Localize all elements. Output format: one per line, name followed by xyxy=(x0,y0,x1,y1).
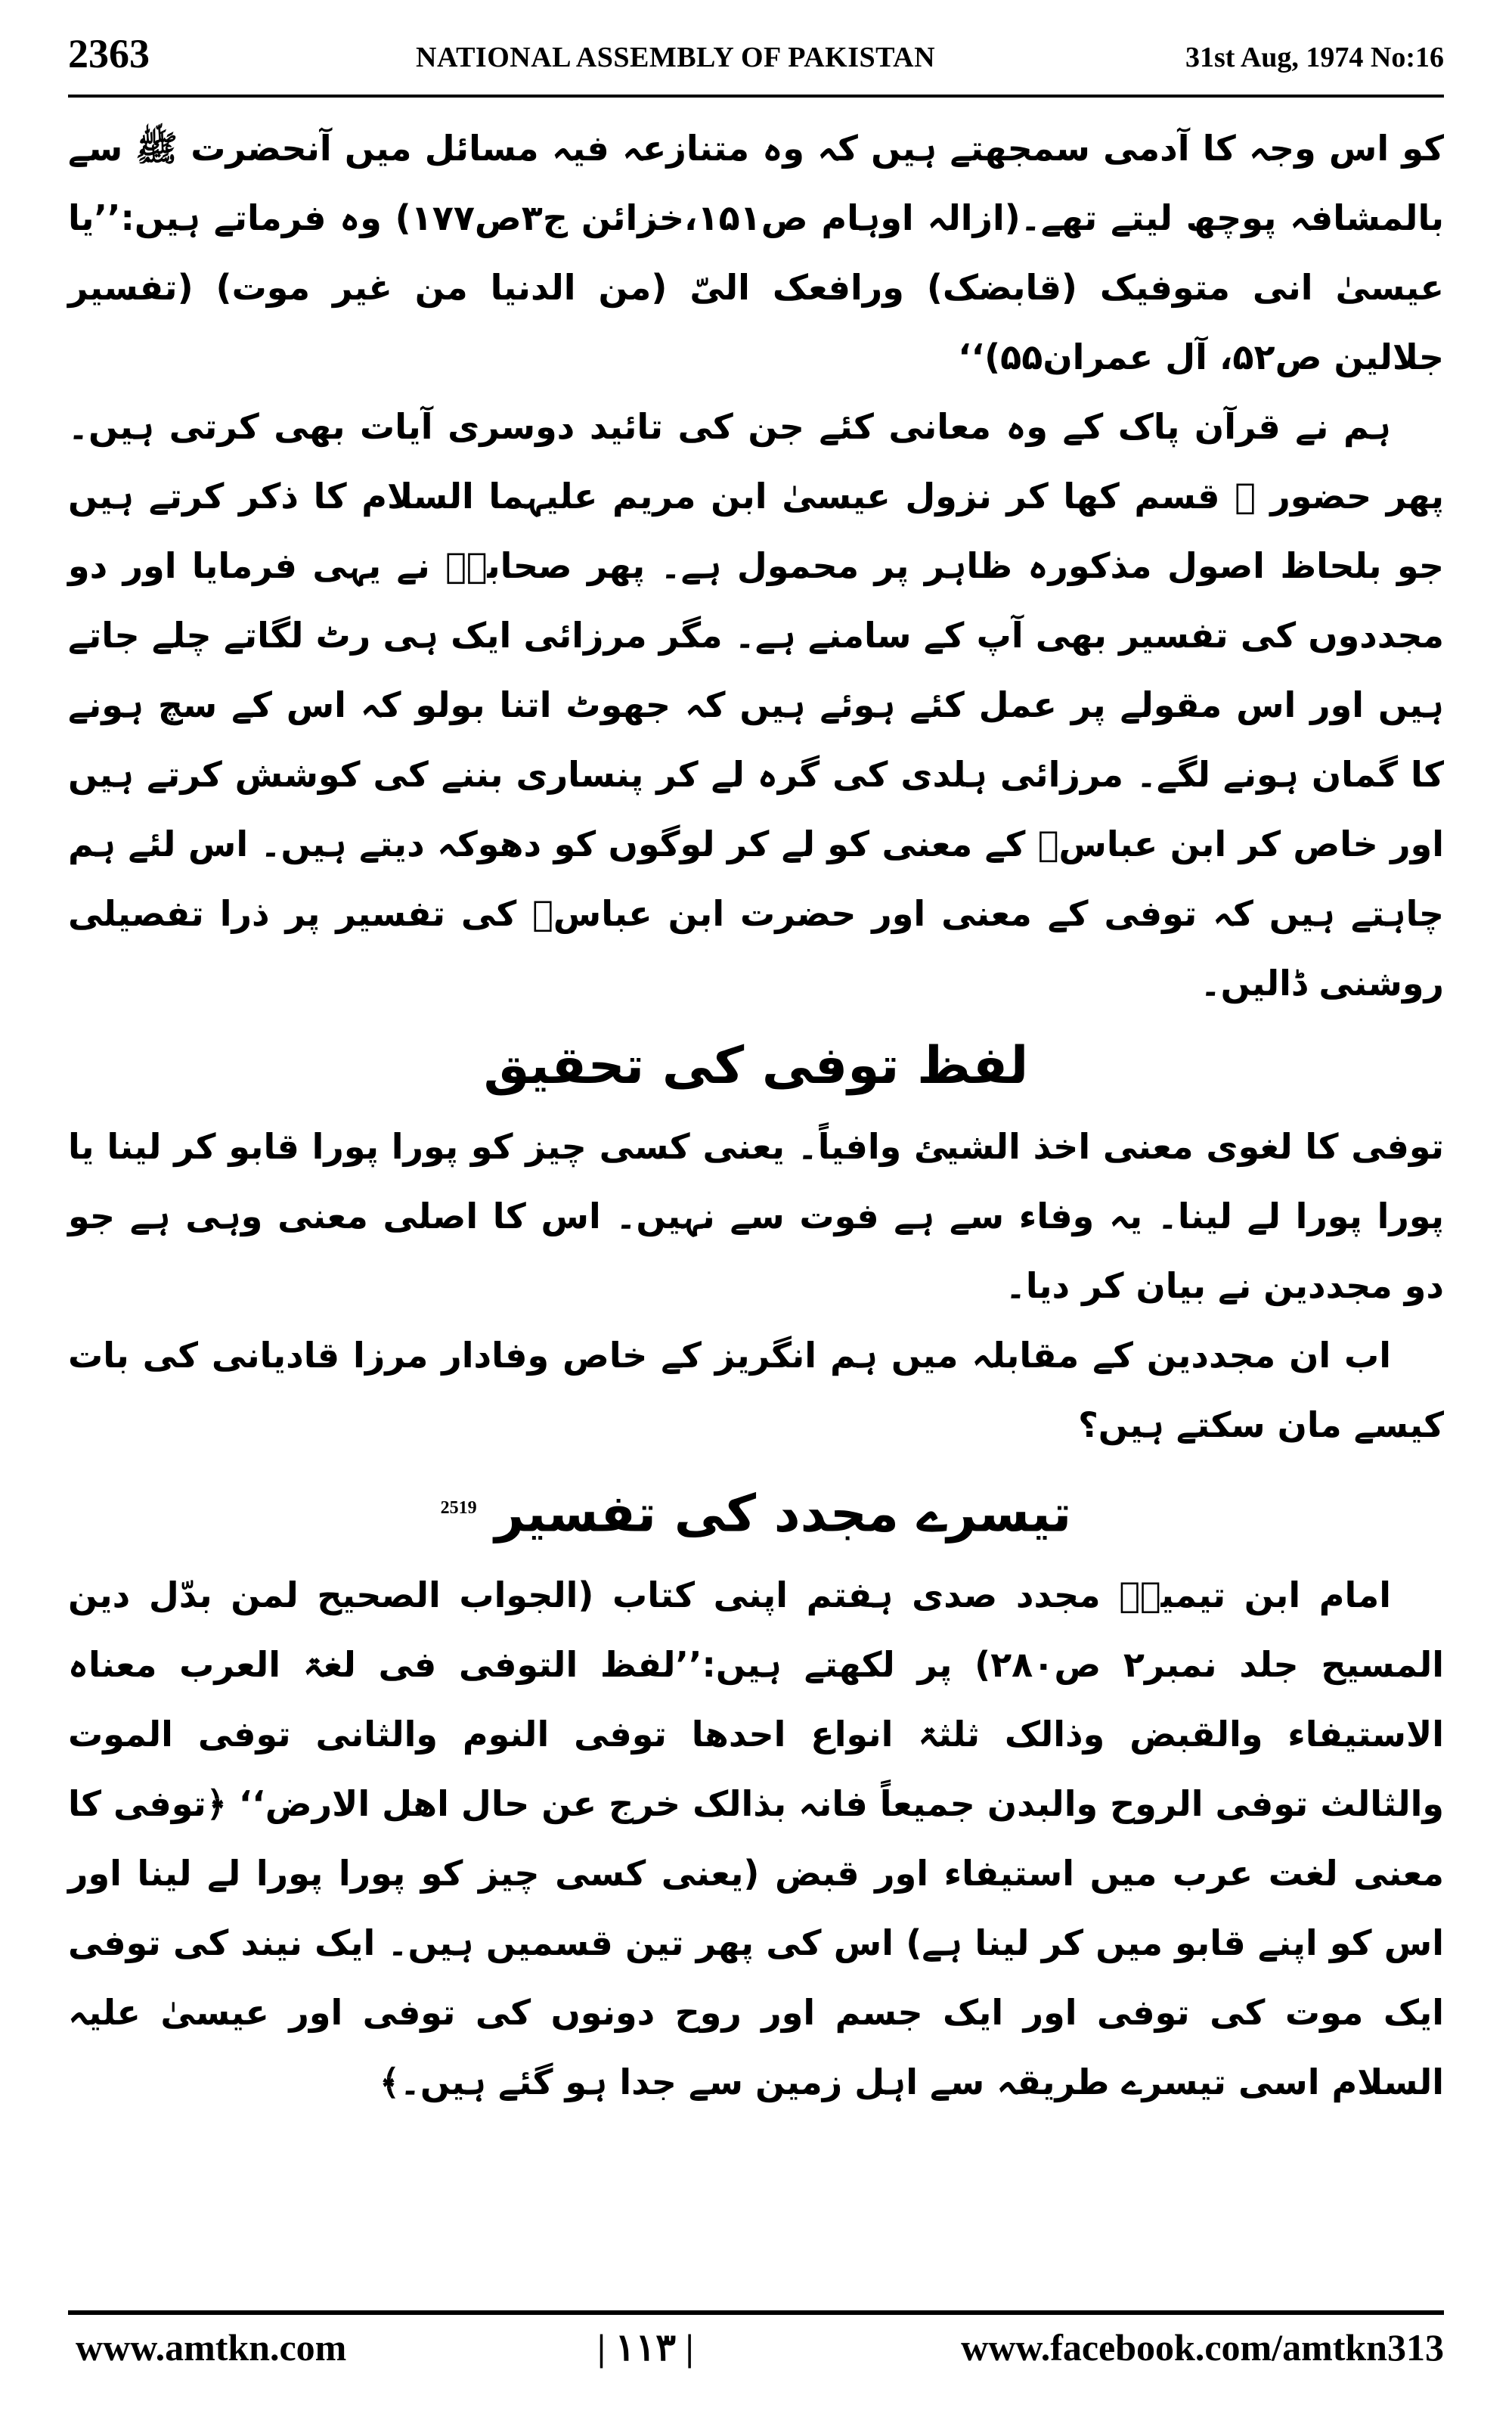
paragraph-5: امام ابن تیمیہؒ مجدد صدی ہفتم اپنی کتاب (الجواب الصحیح لمن بدّل دین المسیح جلد نمبر۲ ص۲۸۰) پر لکھتے ہیں:’’لفظ التوفی فی لغۃ العرب معناہ الاستیفاء والقبض وذالک ثلثۃ انواع احدھا توفی النوم والثانی توفی الموت والثالث توفی الروح والبدن جمیعاً فانہ بذالک خرج عن حال اھل الارض‘‘ ﴿توفی کا معنی لغت عرب میں استیفاء اور قبض (یعنی کسی چیز کو پورا پورا لے لینا اور اس کو اپنے قابو میں کر لینا ہے) اس کی پھر تین قسمیں ہیں۔ ایک نیند کی توفی ایک موت کی توفی اور ایک جسم اور روح دونوں کی توفی اور عیسیٰ علیہ السلام اسی تیسرے طریقہ سے اہل زمین سے جدا ہو گئے ہیں۔﴾ xyxy=(68,1574,1444,2102)
page-number: 2363 xyxy=(68,31,150,76)
section-heading-2 xyxy=(68,1470,1444,1553)
footer-page-label: | ۱۱۳ | xyxy=(597,2326,694,2369)
footer-rule xyxy=(68,2310,1444,2315)
heading-2-note: 2519 xyxy=(440,1498,477,1518)
paragraph-1: کو اس وجہ کا آدمی سمجھتے ہیں کہ وہ متنازعہ فیہ مسائل میں آنحضرت ﷺ سے بالمشافہ پوچھ لیتے تھے۔(ازالہ اوہام ص۱۵۱،خزائن ج۳ص۱۷۷) وہ فرماتے ہیں:’’یا عیسیٰ انی متوفیک (قابضک) ورافعک الیّ (من الدنیا من غیر موت) (تفسیر جلالین ص۵۲، آل عمران۵۵)‘‘ xyxy=(68,128,1445,377)
header-rule xyxy=(68,95,1444,98)
footer-website-link[interactable]: www.amtkn.com xyxy=(76,2326,347,2369)
header-date: 31st Aug, 1974 No:16 xyxy=(1185,42,1444,73)
page-header xyxy=(68,30,1444,83)
header-title: NATIONAL ASSEMBLY OF PAKISTAN xyxy=(416,42,936,73)
paragraph-4: اب ان مجددین کے مقابلہ میں ہم انگریز کے خاص وفادار مرزا قادیانی کی بات کیسے مان سکتے ہیں؟ xyxy=(68,1335,1444,1445)
paragraph-2: ہم نے قرآن پاک کے وہ معانی کئے جن کی تائید دوسری آیات بھی کرتی ہیں۔ پھر حضور ﷺ قسم کھا کر نزول عیسیٰ ابن مریم علیہما السلام کا ذکر کرتے ہیں جو بلحاظ اصول مذکورہ ظاہر پر محمول ہے۔ پھر صحابہؓ نے یہی فرمایا اور دو مجددوں کی تفسیر بھی آپ کے سامنے ہے۔ مگر مرزائی ایک ہی رٹ لگاتے چلے جاتے ہیں اور اس مقولے پر عمل کئے ہوئے ہیں کہ جھوٹ اتنا بولو کہ اس کے سچ ہونے کا گمان ہونے لگے۔ مرزائی ہلدی کی گرہ لے کر پنساری بننے کی کوشش کرتے ہیں اور خاص کر ابن عباسؓ کے معنی کو لے کر لوگوں کو دھوکہ دیتے ہیں۔ اس لئے ہم چاہتے ہیں کہ توفی کے معنی اور حضرت ابن عباسؓ کی تفسیر پر ذرا تفصیلی روشنی ڈالیں۔ xyxy=(68,406,1444,1004)
paragraph-3: توفی کا لغوی معنی اخذ الشیئ وافیاً۔ یعنی کسی چیز کو پورا پورا قابو کر لینا یا پورا پورا لے لینا۔ یہ وفاء سے ہے فوت سے نہیں۔ اس کا اصلی معنی وہی ہے جو دو مجددین نے بیان کر دیا۔ xyxy=(68,1126,1445,1306)
page-footer xyxy=(68,2325,1444,2386)
heading-2-text: تیسرے مجدد کی تفسیر xyxy=(494,1484,1072,1544)
section-heading-1: لفظ توفی کی تحقیق xyxy=(483,1036,1029,1096)
footer-facebook-link[interactable]: www.facebook.com/amtkn313 xyxy=(961,2326,1444,2369)
page-body xyxy=(68,113,1444,2299)
